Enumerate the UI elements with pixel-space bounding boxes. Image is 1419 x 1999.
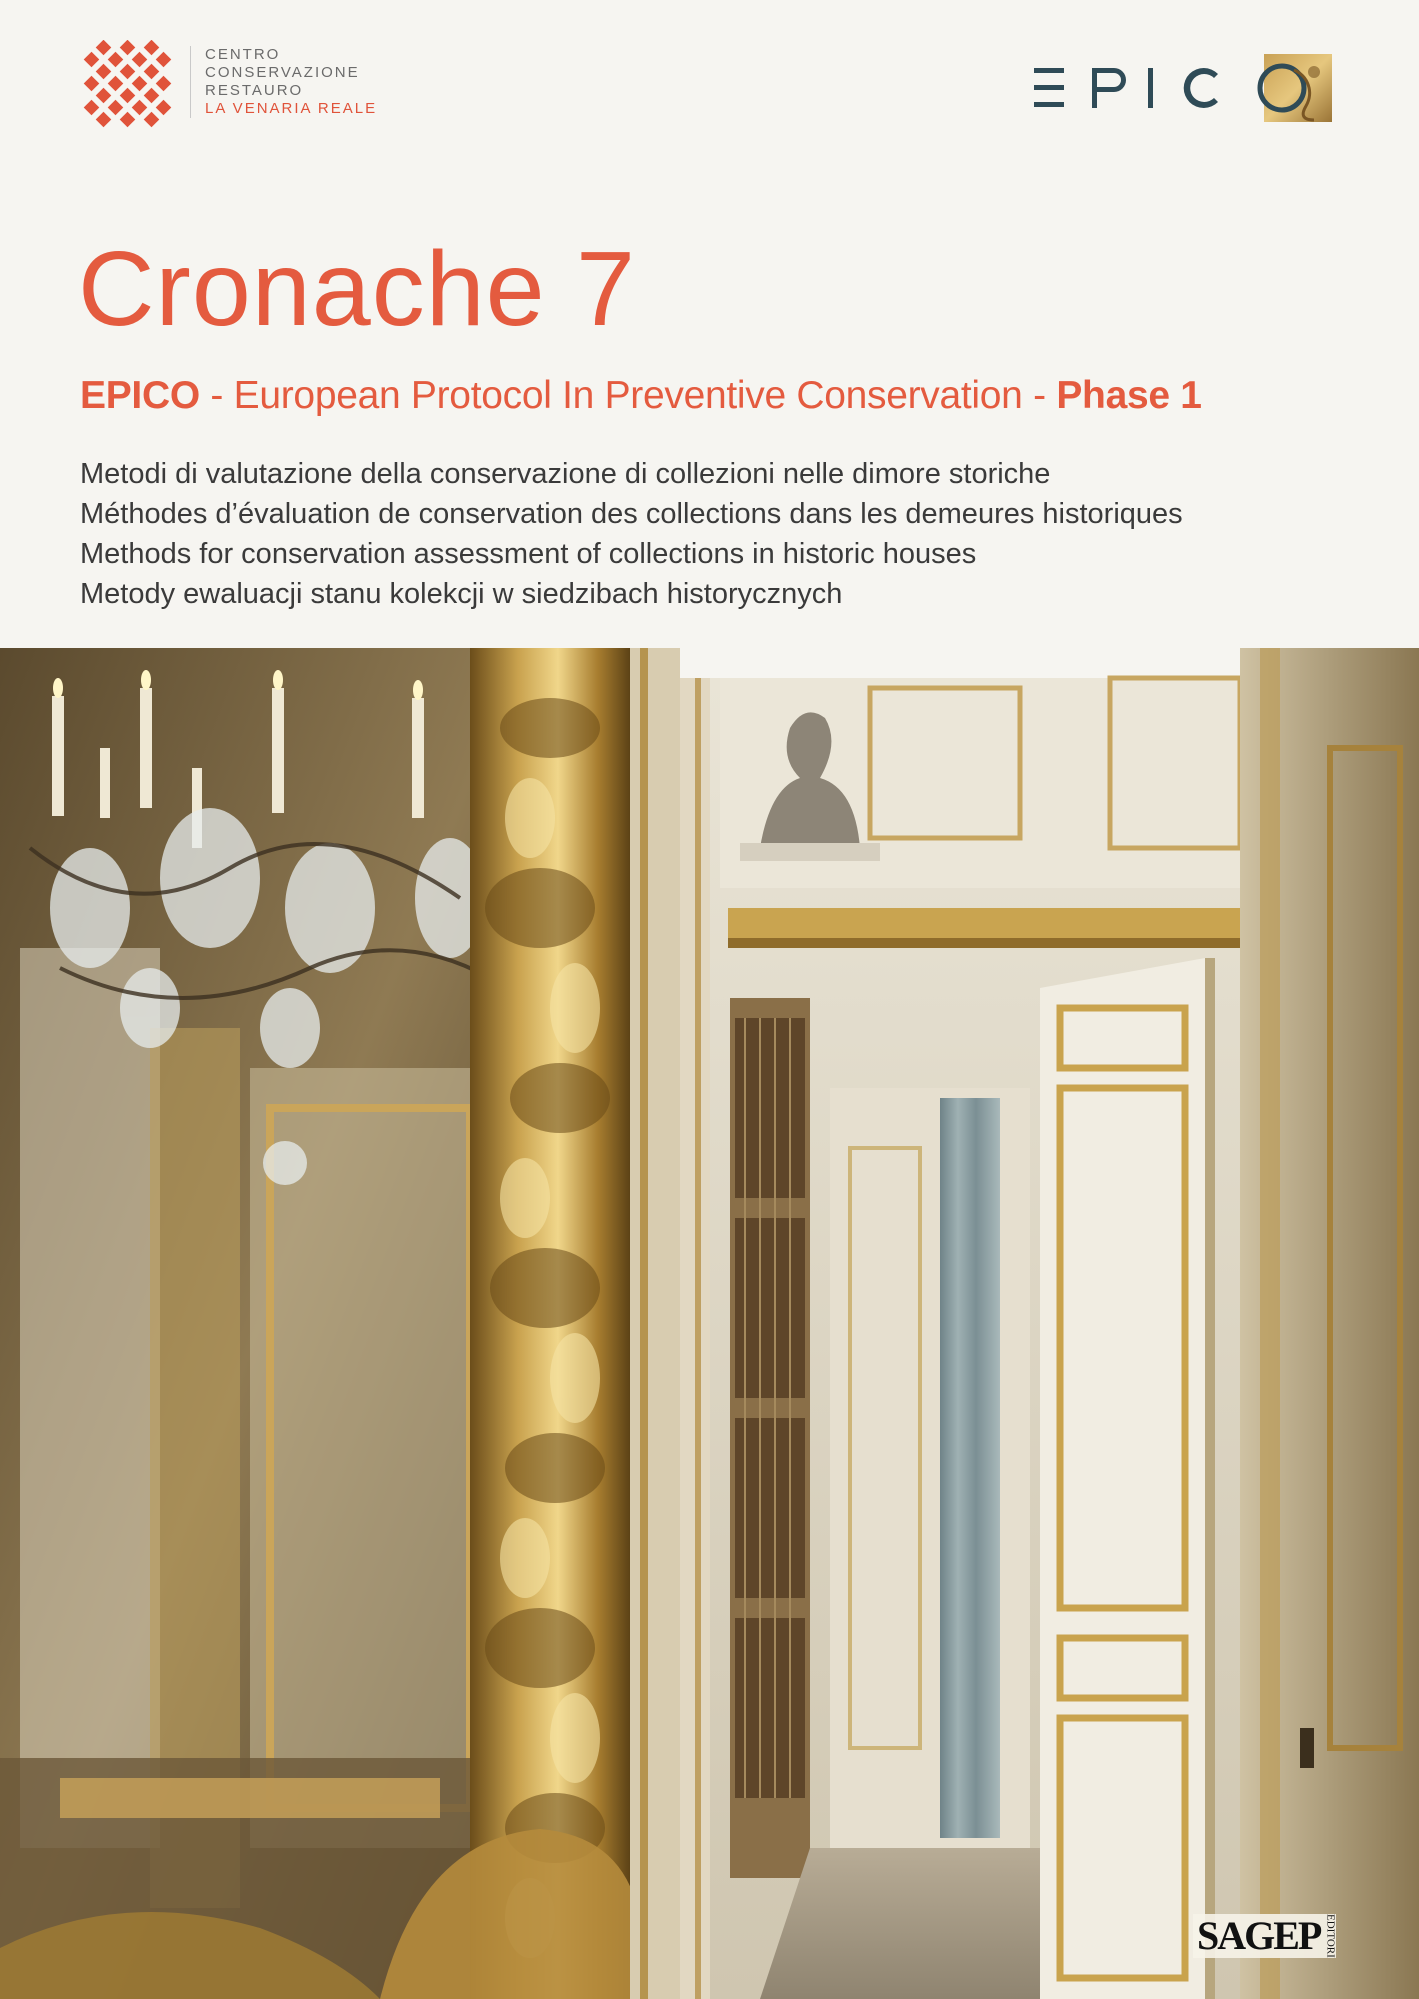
editori-logo-text: EDITORI [1324,1914,1337,1958]
description-polish: Metody ewaluacji stanu kolekcji w siedzibach historycznych [80,578,843,610]
publisher-name [190,46,377,118]
sagep-editori-logo [1193,1914,1336,1958]
epico-logo-icon [1032,52,1334,124]
subtitle-middle: - European Protocol In Preventive Conservation - [199,374,1057,417]
subtitle-tail: Phase 1 [1056,374,1202,417]
ccr-diamond-logo-icon [78,40,178,138]
cover-photo-interior [0,648,1419,1999]
book-title: Cronache 7 [78,230,637,348]
publisher-line-1: CENTRO [205,46,281,63]
publisher-line-2: CONSERVAZIONE [205,64,360,81]
description-french: Méthodes d’évaluation de conservation des collections dans les demeures historiques [80,498,1183,530]
sagep-logo-text: SAGEP [1193,1914,1324,1958]
description-english: Methods for conservation assessment of collections in historic houses [80,538,977,570]
description-lines [80,454,1183,614]
subtitle-lead: EPICO [80,374,200,417]
book-subtitle [80,376,1202,415]
publisher-line-4: LA VENARIA REALE [205,100,378,117]
description-italian: Metodi di valutazione della conservazione di collezioni nelle dimore storiche [80,458,1051,490]
publisher-line-3: RESTAURO [205,82,304,99]
